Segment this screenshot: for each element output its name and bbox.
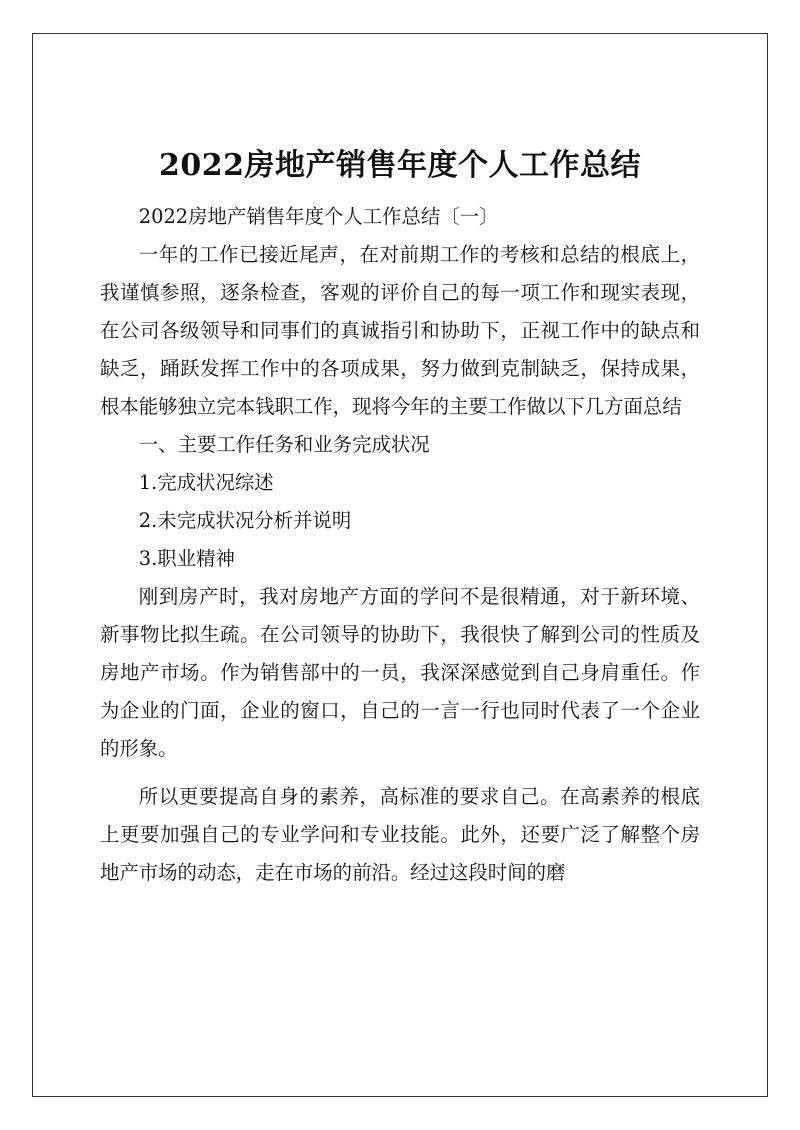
paragraph-body-2: 所以更要提高自身的素养，高标准的要求自己。在高素养的根底上更要加强自己的专业学问和专业技能。此外，还要广泛了解整个房地产市场的动态，走在市场的前沿。经过这段时间的磨: [100, 785, 700, 884]
paragraph-body-1: 刚到房产时，我对房地产方面的学问不是很精通，对于新环境、新事物比拟生疏。在公司领导的协助下，我很快了解到公司的性质及房地产市场。作为销售部中的一员，我深深感觉到自己身肩重任。作为企业的门面，企业的窗口，自己的一言一行也同时代表了一个企业的形象。: [100, 585, 700, 760]
paragraph-intro: 一年的工作已接近尾声，在对前期工作的考核和总结的根底上，我谨慎参照，逐条检查，客观的评价自己的每一项工作和现实表现，在公司各级领导和同事们的真诚指引和协助下，正视工作中的缺点和缺乏，踊跃发挥工作中的各项成果，努力做到克制缺乏，保持成果，根本能够独立完本钱职工作，现将今年的主要工作做以下几方面总结: [100, 243, 700, 418]
document-body: [100, 198, 700, 892]
paragraph-item-3: 3.职业精神: [138, 547, 235, 570]
paragraph-item-2: 2.未完成状况分析并说明: [138, 509, 352, 532]
paragraph-item-1: 1.完成状况综述: [138, 471, 274, 494]
document-title: 2022房地产销售年度个人工作总结: [159, 148, 641, 184]
paragraph-section-heading: 一、主要工作任务和业务完成状况: [138, 433, 430, 456]
paragraph-subtitle: 2022房地产销售年度个人工作总结〔一〕: [138, 205, 499, 228]
